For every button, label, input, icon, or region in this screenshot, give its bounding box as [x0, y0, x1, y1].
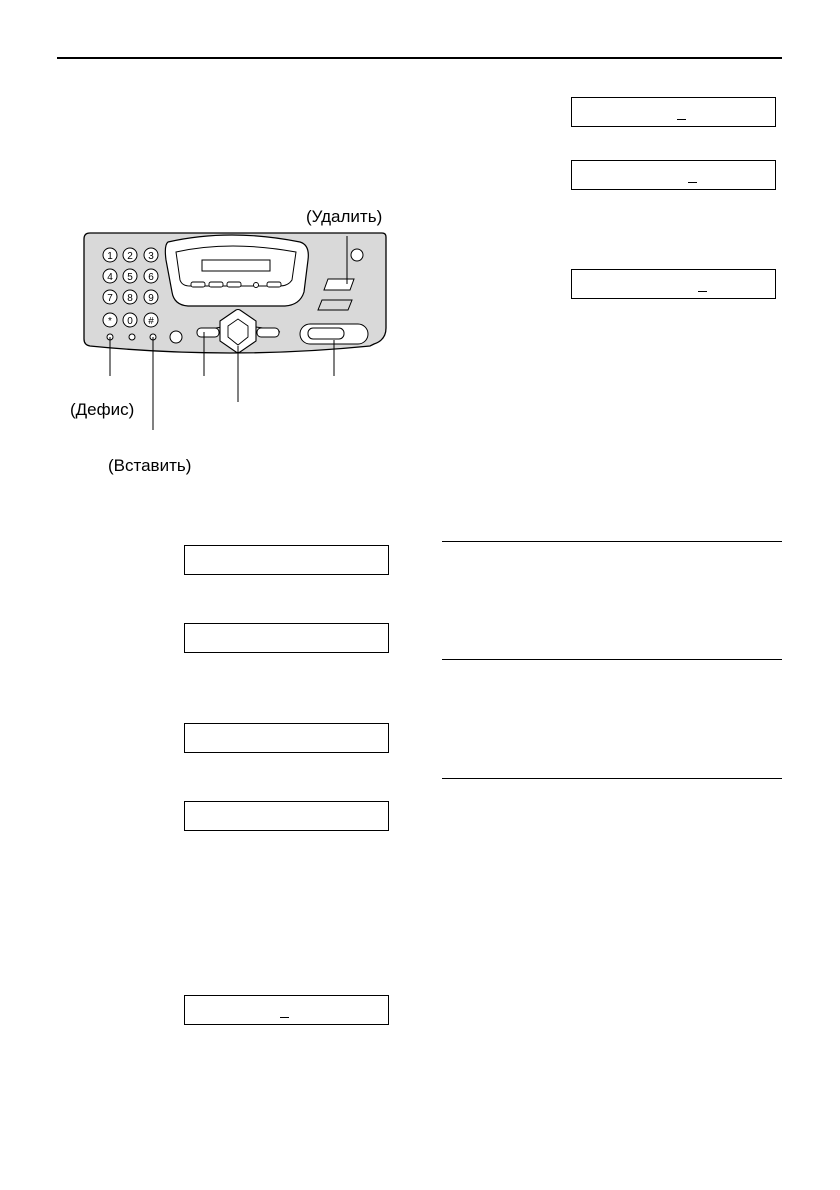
lcd-display: [184, 623, 389, 653]
svg-text:0: 0: [127, 316, 133, 327]
delete-callout: (Удалить): [306, 207, 383, 226]
lcd-cursor: [280, 1017, 289, 1018]
svg-text:#: #: [148, 316, 154, 327]
header-rule: [57, 57, 782, 59]
lcd-display: [184, 545, 389, 575]
lcd-cursor: [688, 182, 697, 183]
svg-text:8: 8: [127, 293, 133, 304]
svg-text:4: 4: [107, 272, 113, 283]
fax-machine-illustration: [60, 200, 400, 490]
lcd-display: [571, 160, 776, 190]
svg-text:6: 6: [148, 272, 154, 283]
svg-text:5: 5: [127, 272, 133, 283]
lcd-display: [184, 995, 389, 1025]
lcd-display: [571, 97, 776, 127]
section-rule: [442, 659, 782, 660]
svg-text:1: 1: [107, 251, 113, 262]
svg-text:*: *: [108, 316, 112, 327]
svg-text:7: 7: [107, 293, 113, 304]
lcd-cursor: [698, 291, 707, 292]
insert-callout: (Вставить): [108, 456, 192, 475]
section-rule: [442, 778, 782, 779]
lcd-display: [184, 801, 389, 831]
svg-text:3: 3: [148, 251, 154, 262]
section-rule: [442, 541, 782, 542]
hyphen-callout: (Дефис): [70, 400, 135, 419]
lcd-display: [571, 269, 776, 299]
svg-text:2: 2: [127, 251, 133, 262]
lcd-cursor: [677, 119, 686, 120]
lcd-display: [184, 723, 389, 753]
svg-text:9: 9: [148, 293, 154, 304]
